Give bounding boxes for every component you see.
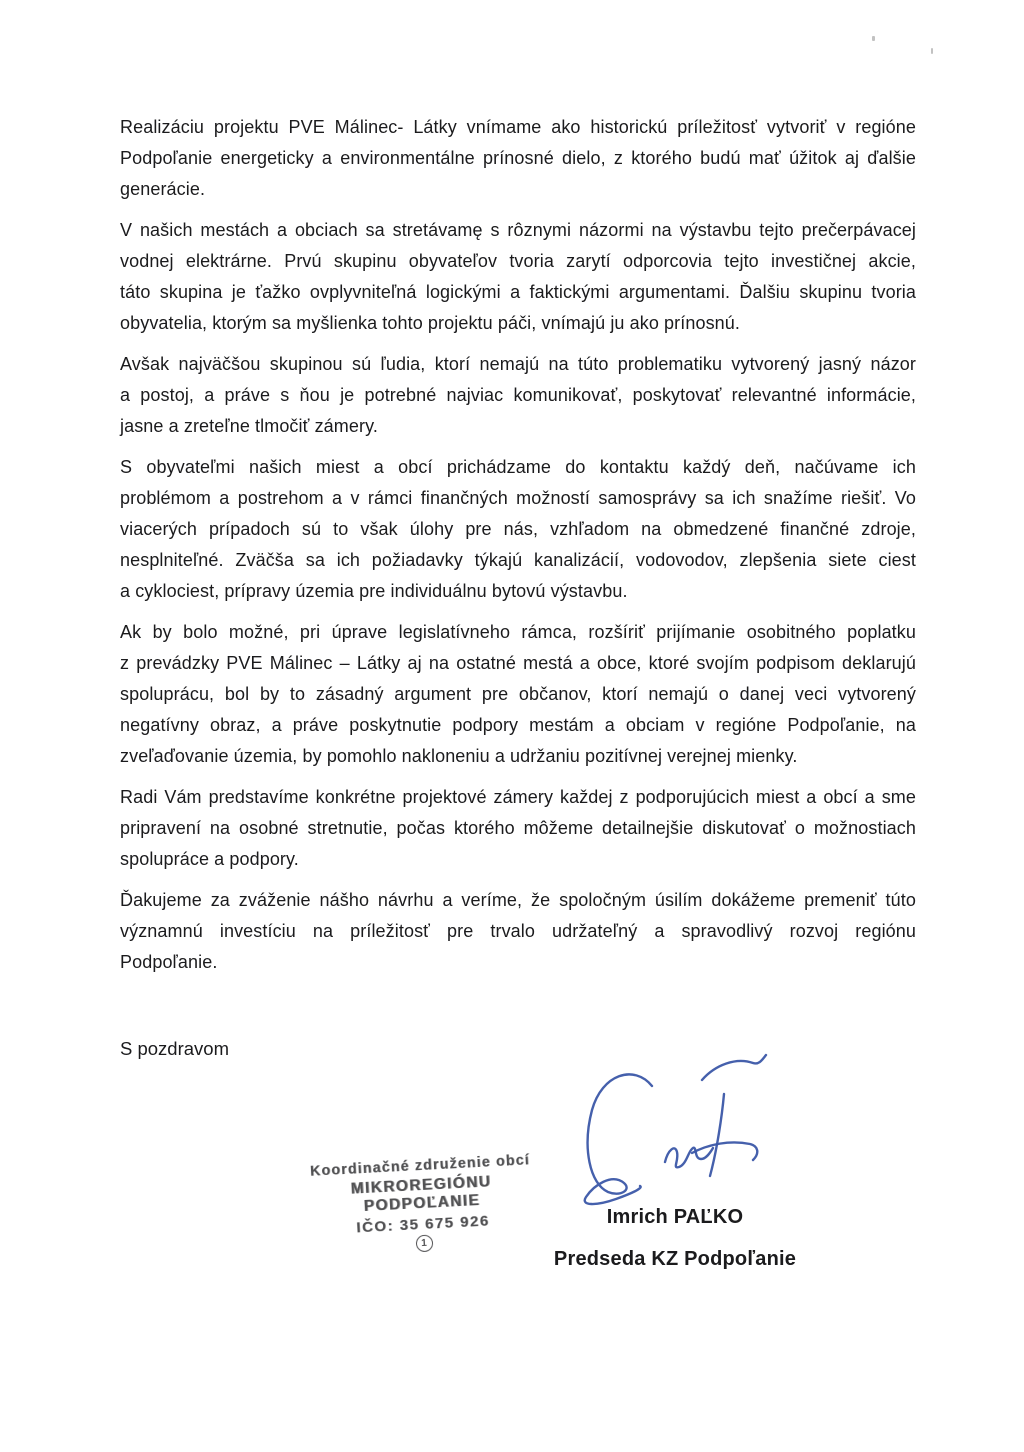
text-line: významnú investíciu na príležitosť pre trvalo udržateľný a spravodlivý rozvoj regiónu [120, 921, 916, 941]
stamp-badge-number: 1 [415, 1235, 433, 1253]
paragraph [120, 349, 916, 442]
paragraph [120, 452, 916, 607]
paragraph [120, 112, 916, 205]
text-line: Realizáciu projektu PVE Málinec- Látky vnímame ako historickú príležitosť vytvoriť v regióne [120, 117, 916, 137]
text-line: z prevádzky PVE Málinec – Látky aj na ostatné mestá a obce, ktoré svojím podpisom deklarujú [120, 653, 916, 673]
paragraph [120, 215, 916, 339]
text-line: jasne a zreteľne tlmočiť zámery. [120, 416, 378, 436]
text-line: nesplniteľné. Zväčša sa ich požiadavky týkajú kanalizácií, vodovodov, zlepšenia siete ciest [120, 550, 916, 570]
text-line: táto skupina je ťažko ovplyvniteľná logickými a faktickými argumentami. Ďalšiu skupinu tvoria [120, 282, 916, 302]
text-line: spolupráce a podpory. [120, 849, 299, 869]
signer-name: Imrich PAĽKO [606, 1206, 744, 1228]
text-line: Podpoľanie. [120, 952, 218, 972]
text-line: zveľaďovanie územia, by pomohlo nakloneniu a udržaniu pozitívnej verejnej mienky. [120, 746, 798, 766]
text-line: obyvatelia, ktorým sa myšlienka tohto projektu páči, vnímajú ju ako prínosnú. [120, 313, 740, 333]
stamp-line-association: Koordinačné združenie obcí [309, 1152, 531, 1180]
text-line: problémom a postrehom a v rámci finančných možností samosprávy sa ich snažíme riešiť. Vo [120, 488, 916, 508]
paragraph [120, 885, 916, 978]
organization-stamp [296, 1152, 549, 1259]
text-line: V našich mestách a obciach sa stretávamę s rôznymi názormi na výstavbu tejto prečerpávacej [120, 220, 916, 240]
stamp-line-microregion: MIKROREGIÓNU PODPOĽANIE [350, 1173, 492, 1216]
text-line: Radi Vám predstavíme konkrétne projektové zámery každej z podporujúcich miest a obcí a sme [120, 787, 916, 807]
text-line: negatívny obraz, a práve poskytnutie podpory mestám a obciam v regióne Podpoľanie, na [120, 715, 916, 735]
handwritten-signature [552, 1052, 822, 1220]
paragraph [120, 782, 916, 875]
text-line: S obyvateľmi našich miest a obcí prichádzame do kontaktu každý deň, načúvame ich [120, 457, 916, 477]
text-line: Avšak najväčšou skupinou sú ľudia, ktorí nemajú na túto problematiku vytvorený jasný názor [120, 354, 916, 374]
stamp-line-ico: IČO: 35 675 926 [355, 1212, 491, 1237]
text-line: Podpoľanie energeticky a environmentálne prínosné dielo, z ktorého budú mať úžitok aj ďalšie [120, 148, 916, 168]
letter-body [120, 112, 916, 988]
closing-salutation: S pozdravom [120, 1038, 229, 1059]
paragraph [120, 617, 916, 772]
text-line: Ďakujeme za zváženie nášho návrhu a veríme, že spoločným úsilím dokážeme premeniť túto [120, 890, 916, 910]
text-line: a cyklociest, prípravy územia pre individuálnu bytovú výstavbu. [120, 581, 628, 601]
text-line: vodnej elektrárne. Prvú skupinu obyvateľov tvoria zarytí odporcovia tejto investičnej akcie, [120, 251, 916, 271]
text-line: viacerých prípadoch sú to však úlohy pre nás, vzhľadom na obmedzené finančné zdroje, [120, 519, 916, 539]
signer-title: Predseda KZ Podpoľanie [553, 1248, 797, 1270]
text-line: generácie. [120, 179, 206, 199]
text-line: spoluprácu, bol by to zásadný argument pre občanov, ktorí nemajú o danej veci vytvorený [120, 684, 916, 704]
scan-speck [872, 36, 875, 41]
scan-speck [931, 48, 933, 54]
text-line: pripravení na osobné stretnutie, počas ktorého môžeme detailnejšie diskutovať o možnostiach [120, 818, 916, 838]
text-line: Ak by bolo možné, pri úprave legislatívneho rámca, rozšíriť prijímanie osobitného poplatku [120, 622, 916, 642]
text-line: a postoj, a práve s ňou je potrebné najviac komunikovať, poskytovať relevantné informácie, [120, 385, 916, 405]
